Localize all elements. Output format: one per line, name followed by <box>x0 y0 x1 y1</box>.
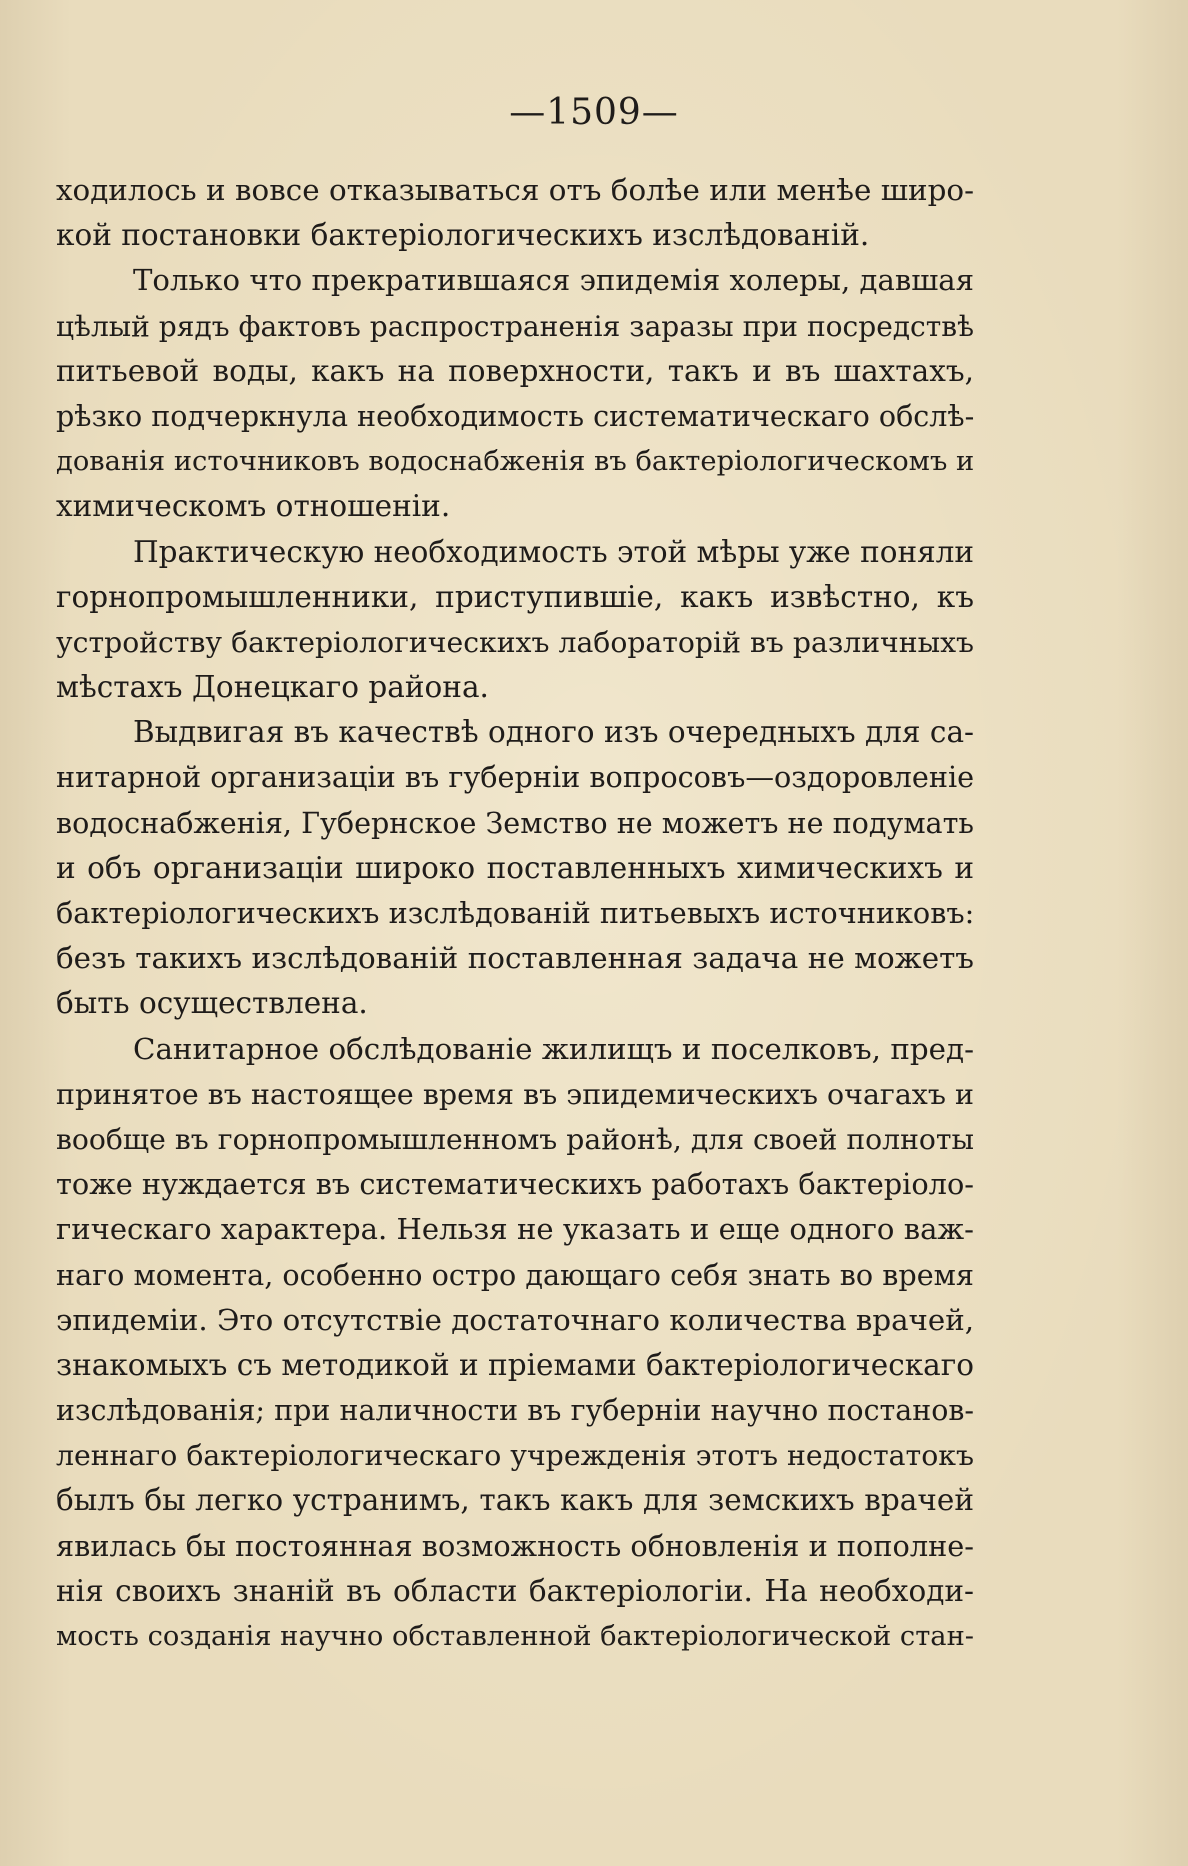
text-line: устройству бактеріологическихъ лабораторій въ различныхъ <box>56 625 974 659</box>
text-line: нія своихъ знаній въ области бактеріологіи. На необходи- <box>56 1573 974 1608</box>
text-line: былъ бы легко устранимъ, такъ какъ для земскихъ врачей <box>56 1483 974 1518</box>
text-line: горнопромышленники, приступившіе, какъ извѣстно, къ <box>56 579 974 614</box>
text-line: быть осуществлена. <box>56 986 368 1021</box>
text-line: мость созданія научно обставленной бактеріологической стан- <box>56 1621 974 1652</box>
text-line: ходилось и вовсе отказываться отъ болѣе или менѣе широ- <box>56 173 974 207</box>
text-line: бактеріологическихъ изслѣдованій питьевыхъ источниковъ: <box>56 896 975 930</box>
text-line: и объ организаціи широко поставленныхъ химическихъ и <box>56 850 974 885</box>
text-line: эпидеміи. Это отсутствіе достаточнаго количества врачей, <box>56 1302 974 1337</box>
page-number: —1509— <box>509 92 679 133</box>
text-line: цѣлый рядъ фактовъ распространенія заразы при посредствѣ <box>56 309 974 343</box>
text-line: Практическую необходимость этой мѣры уже поняли <box>133 534 975 569</box>
text-line: наго момента, особенно остро дающаго себя знать во время <box>56 1257 974 1292</box>
text-line: знакомыхъ съ методикой и пріемами бактеріологическаго <box>56 1347 974 1382</box>
text-line: леннаго бактеріологическаго учрежденія этотъ недостатокъ <box>56 1439 974 1473</box>
text-line: Выдвигая въ качествѣ одного изъ очередныхъ для са- <box>133 715 974 750</box>
body-text <box>56 168 974 1659</box>
text-line: гическаго характера. Нельзя не указать и еще одного важ- <box>56 1212 974 1247</box>
text-line: химическомъ отношеніи. <box>56 489 451 524</box>
text-line: изслѣдованія; при наличности въ губерніи научно постанов- <box>56 1394 974 1428</box>
text-line: принятое въ настоящее время въ эпидемическихъ очагахъ и <box>56 1077 974 1111</box>
text-line: кой постановки бактеріологическихъ изслѣдованій. <box>56 218 870 253</box>
text-line: явилась бы постоянная возможность обновленія и пополне- <box>56 1528 974 1563</box>
text-line: Только что прекратившаяся эпидемія холеры, давшая <box>133 263 974 298</box>
text-line: Санитарное обслѣдованіе жилищъ и поселковъ, пред- <box>133 1031 974 1066</box>
text-line: тоже нуждается въ систематическихъ работахъ бактеріоло- <box>56 1167 974 1202</box>
text-line: дованія источниковъ водоснабженія въ бактеріологическомъ и <box>56 446 975 478</box>
text-line: мѣстахъ Донецкаго района. <box>56 670 489 705</box>
text-line: вообще въ горнопромышленномъ районѣ, для своей полноты <box>56 1122 974 1156</box>
text-line: водоснабженія, Губернское Земство не можетъ не подумать <box>56 805 974 840</box>
text-line: рѣзко подчеркнула необходимость систематическаго обслѣ- <box>56 398 975 433</box>
text-line: питьевой воды, какъ на поверхности, такъ и въ шахтахъ, <box>56 353 974 388</box>
text-line: безъ такихъ изслѣдованій поставленная задача не можетъ <box>56 941 974 976</box>
text-line: нитарной организаціи въ губерніи вопросовъ—оздоровленіе <box>56 760 975 795</box>
